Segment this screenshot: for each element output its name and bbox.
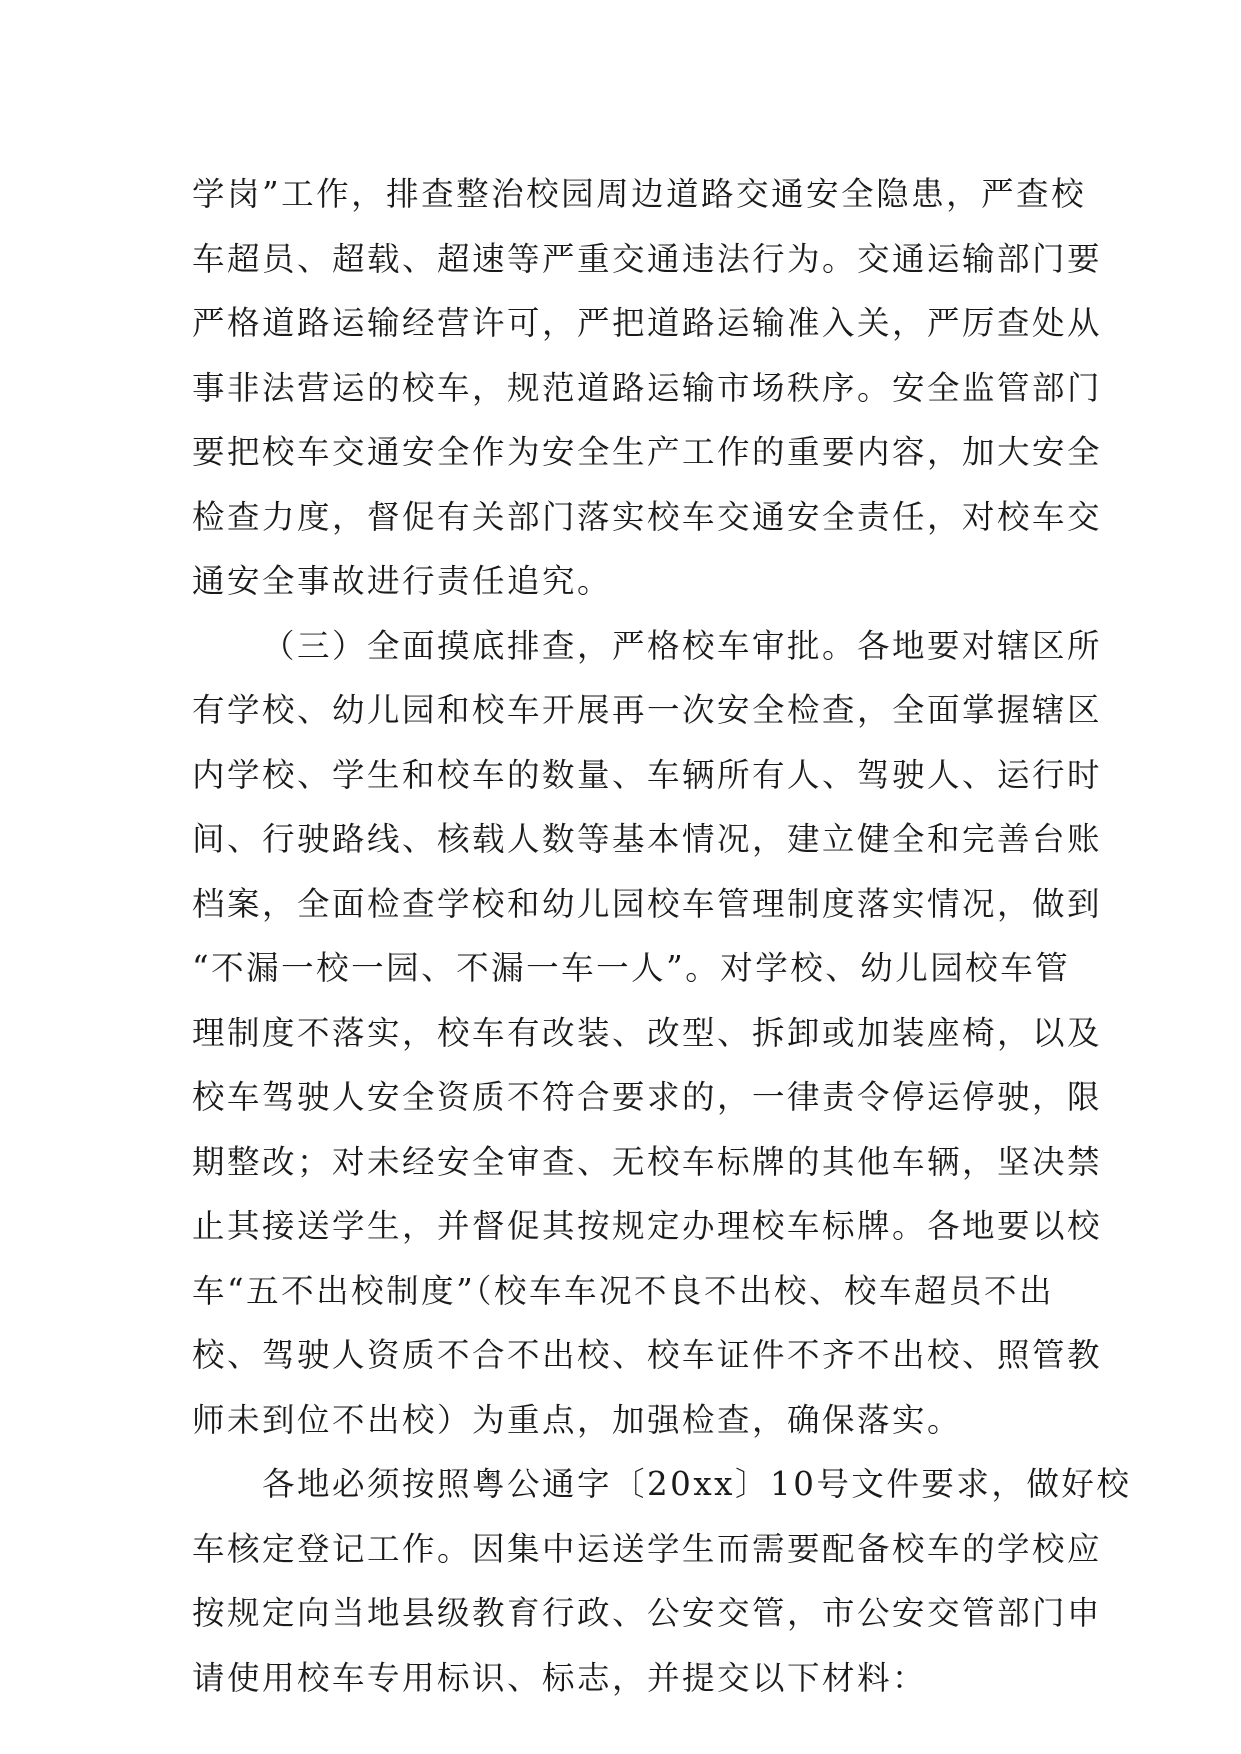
text-line: 车“五不出校制度”（校车车况不良不出校、校车超员不出 — [192, 1271, 1054, 1310]
text-line: “不漏一校一园、不漏一车一人”。对学校、幼儿园校车管 — [192, 949, 1071, 987]
body-text — [192, 162, 1132, 1710]
text-line: 各地必须按照粤公通字〔20xx〕10号文件要求，做好校 — [262, 1465, 1132, 1503]
text-line: 检查力度，督促有关部门落实校车交通安全责任，对校车交 — [192, 497, 1103, 536]
text-line: 严格道路运输经营许可，严把道路运输准入关，严厉查处从 — [192, 304, 1103, 342]
text-line: 事非法营运的校车，规范道路运输市场秩序。安全监管部门 — [192, 368, 1103, 407]
text-line: 止其接送学生，并督促其按规定办理校车标牌。各地要以校 — [192, 1207, 1103, 1245]
text-line: 按规定向当地县级教育行政、公安交管，市公安交管部门申 — [192, 1594, 1103, 1632]
text-line: 期整改；对未经安全审查、无校车标牌的其他车辆，坚决禁 — [192, 1142, 1103, 1181]
text-line: 学岗”工作，排查整治校园周边道路交通安全隐患，严查校 — [192, 175, 1087, 213]
text-line: 请使用校车专用标识、标志，并提交以下材料： — [192, 1658, 928, 1697]
text-line: 有学校、幼儿园和校车开展再一次安全检查，全面掌握辖区 — [192, 691, 1103, 729]
text-line: 通安全事故进行责任追究。 — [192, 562, 613, 600]
text-line: 内学校、学生和校车的数量、车辆所有人、驾驶人、运行时 — [192, 755, 1103, 794]
text-line: 间、行驶路线、核载人数等基本情况，建立健全和完善台账 — [192, 820, 1103, 858]
text-line: 师未到位不出校）为重点，加强检查，确保落实。 — [192, 1400, 963, 1439]
text-line: 车核定登记工作。因集中运送学生而需要配备校车的学校应 — [192, 1529, 1103, 1568]
text-line: 车超员、超载、超速等严重交通违法行为。交通运输部门要 — [192, 239, 1103, 278]
text-line: 档案，全面检查学校和幼儿园校车管理制度落实情况，做到 — [192, 884, 1103, 923]
text-line: 校、驾驶人资质不合不出校、校车证件不齐不出校、照管教 — [192, 1336, 1103, 1374]
text-line: 理制度不落实，校车有改装、改型、拆卸或加装座椅，以及 — [192, 1013, 1103, 1052]
text-line: （三）全面摸底排查，严格校车审批。各地要对辖区所 — [262, 626, 1103, 665]
text-line: 校车驾驶人安全资质不符合要求的，一律责令停运停驶，限 — [192, 1078, 1103, 1116]
text-line: 要把校车交通安全作为安全生产工作的重要内容，加大安全 — [192, 433, 1103, 471]
